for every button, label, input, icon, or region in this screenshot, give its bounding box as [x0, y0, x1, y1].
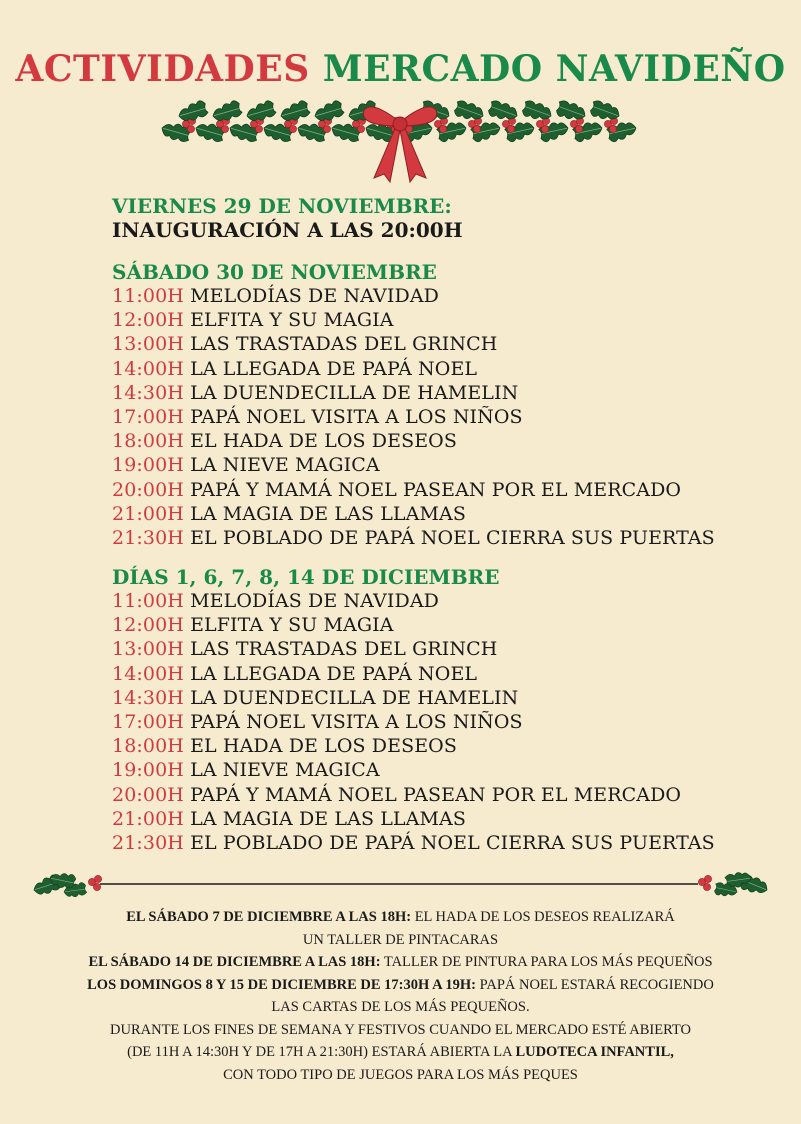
- schedule-activity: PAPÁ Y MAMÁ NOEL PASEAN POR EL MERCADO: [190, 478, 682, 501]
- note-3-date: LOS DOMINGOS 8 Y 15 DE DICIEMBRE DE 17:30H A 19H:: [87, 976, 476, 993]
- schedule-time: 20:00H: [112, 783, 184, 806]
- note-line: [0, 1041, 801, 1064]
- schedule-activity: LAS TRASTADAS DEL GRINCH: [190, 638, 498, 661]
- schedule-row: [112, 453, 715, 477]
- schedule-activity: ELFITA Y SU MAGIA: [190, 614, 394, 637]
- december-heading: DÍAS 1, 6, 7, 8, 14 DE DICIEMBRE: [112, 565, 500, 589]
- schedule-activity: LA MAGIA DE LAS LLAMAS: [190, 502, 466, 525]
- schedule-row: [112, 405, 715, 429]
- schedule-activity: LA DUENDECILLA DE HAMELIN: [190, 686, 519, 709]
- schedule-row: [112, 758, 715, 782]
- schedule-time: 21:30H: [112, 527, 184, 550]
- opening-text: INAUGURACIÓN A LAS 20:00H: [112, 218, 463, 242]
- schedule-row: [112, 308, 715, 332]
- holly-sprig-icon: [698, 871, 769, 899]
- holly-divider: [30, 862, 771, 902]
- schedule-activity: PAPÁ Y MAMÁ NOEL PASEAN POR EL MERCADO: [190, 783, 682, 806]
- schedule-row: [112, 357, 715, 381]
- schedule-activity: PAPÁ NOEL VISITA A LOS NIÑOS: [190, 406, 523, 429]
- schedule-row: [112, 662, 715, 686]
- schedule-time: 12:00H: [112, 309, 184, 332]
- schedule-time: 11:00H: [112, 590, 184, 612]
- note-1-line2: UN TALLER DE PINTACARAS: [302, 931, 499, 948]
- schedule-activity: EL POBLADO DE PAPÁ NOEL CIERRA SUS PUERTAS: [190, 832, 715, 855]
- title-part-market: MERCADO NAVIDEÑO: [322, 48, 786, 90]
- schedule-time: 18:00H: [112, 735, 184, 758]
- saturday-section: [112, 260, 715, 550]
- saturday-schedule-list: [112, 284, 715, 550]
- schedule-activity: LA MAGIA DE LAS LLAMAS: [190, 807, 466, 830]
- schedule-time: 21:00H: [112, 807, 184, 830]
- holly-garland-with-bow-icon: [158, 96, 642, 184]
- schedule-time: 14:00H: [112, 357, 184, 380]
- schedule-time: 19:00H: [112, 454, 184, 477]
- note-line: [0, 951, 801, 974]
- schedule-row: [112, 381, 715, 405]
- schedule-time: 12:00H: [112, 614, 184, 637]
- note-1-text: EL HADA DE LOS DESEOS REALIZARÁ: [411, 909, 675, 925]
- schedule-activity: EL POBLADO DE PAPÁ NOEL CIERRA SUS PUERTAS: [190, 527, 715, 550]
- holly-sprig-icon: [31, 871, 101, 899]
- schedule-row: [112, 332, 715, 356]
- schedule-row: [112, 831, 715, 855]
- schedule-row: [112, 502, 715, 526]
- schedule-row: [112, 613, 715, 637]
- schedule-activity: PAPÁ NOEL VISITA A LOS NIÑOS: [190, 711, 523, 734]
- schedule-time: 21:00H: [112, 502, 184, 525]
- saturday-heading: SÁBADO 30 DE NOVIEMBRE: [112, 260, 437, 284]
- schedule-row: [112, 783, 715, 807]
- schedule-time: 11:00H: [112, 285, 184, 307]
- schedule-row: [112, 686, 715, 710]
- note-line: [0, 974, 801, 997]
- schedule-time: 14:00H: [112, 662, 184, 685]
- schedule-row: [112, 478, 715, 502]
- schedule-time: 19:00H: [112, 759, 184, 782]
- schedule-row: [112, 526, 715, 550]
- note-1-date: EL SÁBADO 7 DE DICIEMBRE A LAS 18H:: [126, 909, 412, 925]
- schedule-row: [112, 429, 715, 453]
- notes-section: [0, 906, 801, 1086]
- note-line: [0, 906, 801, 929]
- note-4-line2-text: (DE 11H A 14:30H Y DE 17H A 21:30H) ESTARÁ ABIERTA LA: [127, 1044, 516, 1060]
- schedule-activity: EL HADA DE LOS DESEOS: [190, 735, 457, 758]
- title-part-activities: ACTIVIDADES: [15, 48, 310, 90]
- schedule-row: [112, 807, 715, 831]
- page-title: [0, 48, 801, 98]
- note-4-line3: CON TODO TIPO DE JUEGOS PARA LOS MÁS PEQUES: [223, 1066, 578, 1083]
- schedule-row: [112, 734, 715, 758]
- schedule-activity: LA NIEVE MAGICA: [190, 759, 380, 782]
- schedule-time: 21:30H: [112, 832, 184, 855]
- schedule-activity: MELODÍAS DE NAVIDAD: [190, 285, 439, 307]
- schedule-time: 20:00H: [112, 478, 184, 501]
- schedule-time: 18:00H: [112, 430, 184, 453]
- schedule-activity: LAS TRASTADAS DEL GRINCH: [190, 333, 498, 356]
- schedule-activity: LA NIEVE MAGICA: [190, 454, 380, 477]
- schedule-activity: LA LLEGADA DE PAPÁ NOEL: [190, 357, 478, 380]
- december-schedule-list: [112, 589, 715, 855]
- schedule-activity: MELODÍAS DE NAVIDAD: [190, 590, 439, 612]
- opening-date: VIERNES 29 DE NOVIEMBRE:: [112, 194, 452, 218]
- note-2-date: EL SÁBADO 14 DE DICIEMBRE A LAS 18H:: [88, 954, 381, 970]
- schedule-time: 13:00H: [112, 333, 184, 356]
- schedule-row: [112, 589, 715, 613]
- schedule-row: [112, 637, 715, 661]
- note-4-line1: DURANTE LOS FINES DE SEMANA Y FESTIVOS CUANDO EL MERCADO ESTÉ ABIERTO: [110, 1021, 691, 1038]
- schedule-time: 14:30H: [112, 686, 184, 709]
- schedule-activity: EL HADA DE LOS DESEOS: [190, 430, 457, 453]
- note-4-ludoteca: LUDOTECA INFANTIL,: [515, 1044, 674, 1060]
- schedule-activity: LA LLEGADA DE PAPÁ NOEL: [190, 662, 478, 685]
- note-3-text: PAPÁ NOEL ESTARÁ RECOGIENDO: [476, 976, 714, 993]
- schedule-activity: LA DUENDECILLA DE HAMELIN: [190, 381, 519, 404]
- december-section: [112, 565, 715, 855]
- schedule-time: 13:00H: [112, 638, 184, 661]
- schedule-time: 14:30H: [112, 381, 184, 404]
- note-2-text: TALLER DE PINTURA PARA LOS MÁS PEQUEÑOS: [380, 954, 713, 970]
- note-3-line2: LAS CARTAS DE LOS MÁS PEQUEÑOS.: [271, 999, 530, 1015]
- schedule-row: [112, 284, 715, 308]
- schedule-time: 17:00H: [112, 406, 184, 429]
- schedule-activity: ELFITA Y SU MAGIA: [190, 309, 394, 332]
- opening-section: [112, 194, 463, 242]
- schedule-row: [112, 710, 715, 734]
- schedule-time: 17:00H: [112, 711, 184, 734]
